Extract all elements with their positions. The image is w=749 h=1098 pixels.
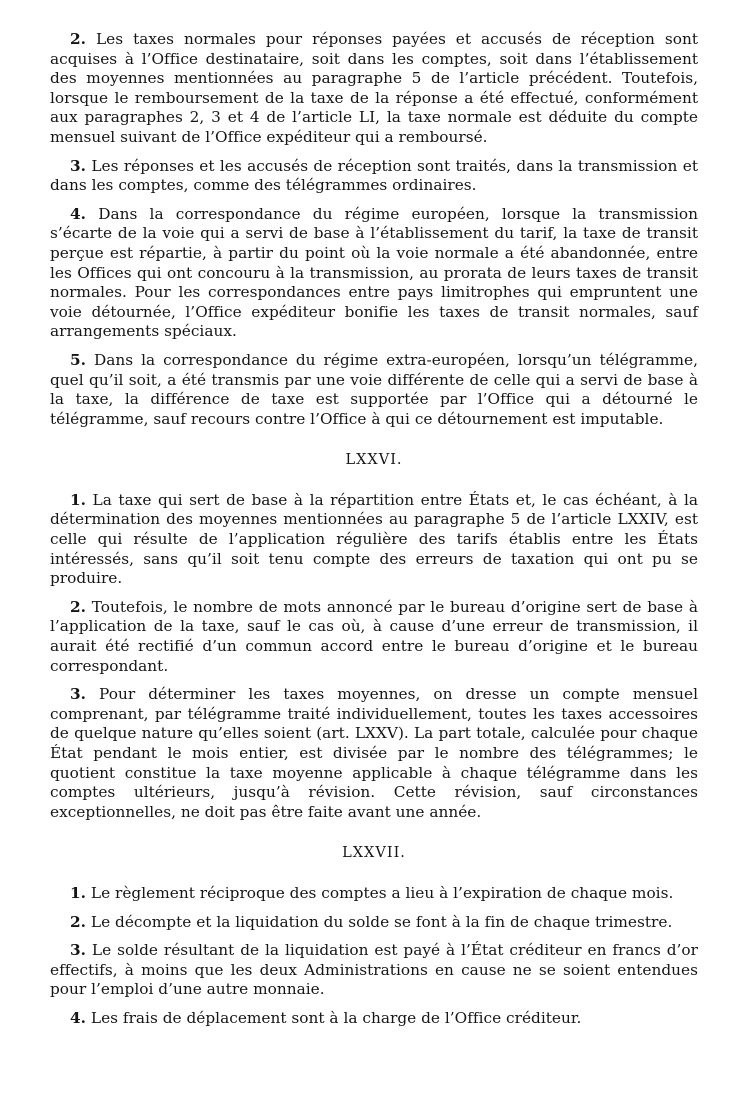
paragraph-number: 1.: [70, 490, 87, 509]
paragraph-text: Toutefois, le nombre de mots annoncé par le bureau d’origine sert de base à l’application de la taxe, sauf le cas où, à cause d’une erreur de transmission, il aurait été rectifié d’un commun accord entre le bureau d’origine et le bureau correspondant.: [50, 597, 698, 675]
paragraph-2: [50, 598, 698, 676]
paragraph-2: [50, 30, 698, 148]
paragraph-text: Les taxes normales pour réponses payées et accusés de réception sont acquises à l’Office destinataire, soit dans les comptes, soit dans l’établissement des moyennes mentionnées au paragraphe 5 de l’article précédent. Toutefois, lorsque le remboursement de la taxe de la réponse a été effectué, conformément aux paragraphes 2, 3 et 4 de l’article LI, la taxe normale est déduite du compte mensuel suivant de l’Office expéditeur qui a remboursé.: [50, 30, 698, 146]
article-heading-lxxvii: LXXVII.: [342, 845, 406, 862]
paragraph-4: [50, 205, 698, 342]
paragraph-text: La taxe qui sert de base à la répartition entre États et, le cas échéant, à la détermination des moyennes mentionnées au paragraphe 5 de l’article LXXIV, est celle qui résulte de l’application régulière des tarifs établis entre les États intéressés, sans qu’il soit tenu compte des erreurs de taxation qui ont pu se produire.: [50, 490, 698, 588]
paragraph-2: [50, 913, 698, 933]
paragraph-number: 1.: [70, 883, 87, 902]
paragraph-number: 5.: [70, 350, 87, 369]
paragraph-number: 2.: [70, 597, 87, 616]
article-heading-lxxvi: LXXVI.: [345, 452, 403, 469]
paragraph-text: Le solde résultant de la liquidation est payé à l’État créditeur en francs d’or effectifs, à moins que les deux Administrations en cause ne se soient entendues pour l’emploi d’une autre monnaie.: [50, 941, 698, 999]
paragraph-number: 4.: [70, 204, 87, 223]
paragraph-number: 4.: [70, 1008, 87, 1027]
paragraph-4: [50, 1009, 698, 1029]
paragraph-number: 3.: [70, 156, 87, 175]
paragraph-5: [50, 351, 698, 429]
paragraph-text: Pour déterminer les taxes moyennes, on dresse un compte mensuel comprenant, par télégramme traité individuellement, toutes les taxes accessoires de quelque nature qu’elles soient (art. LXXV). La part totale, calculée pour chaque État pendant le mois entier, est divisée par le nombre des télégrammes; le quotient constitue la taxe moyenne applicable à chaque télégramme dans les comptes ultérieurs, jusqu’à révision. Cette révision, sauf circonstances exceptionnelles, ne doit pas être faite avant une année.: [50, 685, 698, 821]
paragraph-text: Le décompte et la liquidation du solde se font à la fin de chaque trimestre.: [86, 912, 673, 931]
paragraph-number: 3.: [70, 941, 87, 960]
paragraph-3: [50, 157, 698, 196]
paragraph-text: Dans la correspondance du régime extra-européen, lorsqu’un télégramme, quel qu’il soit, a été transmis par une voie différente de celle qui a servi de base à la taxe, la différence de taxe est supportée par l’Office qui a détourné le télégramme, sauf recours contre l’Office à qui ce détournement est imputable.: [50, 350, 698, 428]
paragraph-text: Le règlement réciproque des comptes a lieu à l’expiration de chaque mois.: [86, 883, 674, 902]
paragraph-text: Les frais de déplacement sont à la charge de l’Office créditeur.: [86, 1008, 582, 1027]
paragraph-number: 2.: [70, 912, 87, 931]
paragraph-text: Dans la correspondance du régime européen, lorsque la transmission s’écarte de la voie qui a servi de base à l’établissement du tarif, la taxe de transit perçue est répartie, à partir du point où la voie normale a été abandonnée, entre les Offices qui ont concouru à la transmission, au prorata de leurs taxes de transit normales. Pour les correspondances entre pays limitrophes qui empruntent une voie détournée, l’Office expéditeur bonifie les taxes de transit normales, sauf arrangements spéciaux.: [50, 204, 698, 341]
paragraph-number: 3.: [70, 685, 87, 704]
paragraph-1: [50, 884, 698, 904]
paragraph-3: [50, 941, 698, 1000]
paragraph-number: 2.: [70, 30, 87, 48]
paragraph-text: Les réponses et les accusés de réception sont traités, dans la transmission et dans les comptes, comme des télégrammes ordinaires.: [50, 156, 698, 195]
page-content: [50, 30, 698, 1038]
paragraph-1: [50, 491, 698, 589]
paragraph-3: [50, 685, 698, 822]
